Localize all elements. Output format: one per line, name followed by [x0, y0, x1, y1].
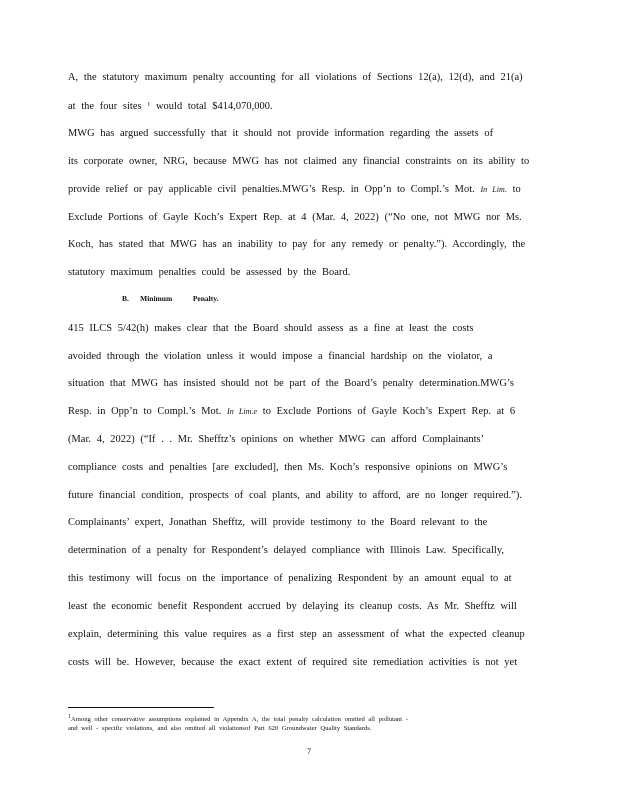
italic-citation: In Lim.: [480, 185, 507, 194]
page-number: 7: [307, 747, 311, 756]
footnote-number: 1: [68, 714, 71, 720]
body-line: its corporate owner, NRG, because MWG has not claimed any financial constraints on its ability to: [68, 156, 530, 167]
body-text: provide relief or pay applicable civil penalties.MWG’s Resp. in Opp’n to Compl.’s Mot.: [68, 184, 475, 195]
footnote-line: and well - specific violations, and also omitted all violationsof Part 620 Groundwater Quality Standards.: [68, 725, 372, 732]
body-line: future financial condition, prospects of coal plants, and ability to afford, are no longer required.”).: [68, 490, 523, 501]
body-line: costs will be. However, because the exact extent of required site remediation activities is not yet: [68, 657, 518, 668]
body-line: Koch, has stated that MWG has an inability to pay for any remedy or penalty.”). Accordingly, the: [68, 239, 526, 250]
section-heading: B. Minimum Penalty.: [122, 294, 219, 303]
body-line: A, the statutory maximum penalty accounting for all violations of Sections 12(a), 12(d), and 21(a): [68, 72, 523, 83]
footnote-text: Among other conservative assumptions explained in Appendix A, the total penalty calculation omitted all pollutant -: [71, 716, 408, 723]
body-line: MWG has argued successfully that it should not provide information regarding the assets of: [68, 128, 494, 139]
body-line: avoided through the violation unless it would impose a financial hardship on the violator, a: [68, 351, 493, 362]
body-text: Resp. in Opp’n to Compl.’s Mot.: [68, 406, 222, 417]
body-line: Exclude Portions of Gayle Koch’s Expert Rep. at 4 (Mar. 4, 2022) (“No one, not MWG nor Ms.: [68, 212, 522, 223]
body-line: explain, determining this value requires as a first step an assessment of what the expected cleanup: [68, 629, 525, 640]
body-line: determination of a penalty for Respondent’s delayed compliance with Illinois Law. Specifically,: [68, 545, 505, 556]
body-text: would total $414,070,000.: [156, 101, 273, 112]
body-line: [68, 183, 521, 196]
body-line: this testimony will focus on the importance of penalizing Respondent by an amount equal to at: [68, 573, 512, 584]
body-line: least the economic benefit Respondent accrued by delaying its cleanup costs. As Mr. Shefftz will: [68, 601, 517, 612]
body-line: Complainants’ expert, Jonathan Shefftz, will provide testimony to the Board relevant to the: [68, 517, 488, 528]
footnote-divider: [68, 707, 214, 708]
body-text: to Exclude Portions of Gayle Koch’s Expert Rep. at 6: [262, 406, 516, 417]
body-line: [68, 405, 515, 418]
body-text: to: [512, 184, 521, 195]
body-line: statutory maximum penalties could be assessed by the Board.: [68, 267, 351, 278]
body-line: (Mar. 4, 2022) (“If . . Mr. Shefftz’s opinions on whether MWG can afford Complainants’: [68, 434, 485, 445]
body-line: compliance costs and penalties [are excluded], then Ms. Koch’s responsive opinions on MWG’s: [68, 462, 508, 473]
body-line: [68, 99, 273, 113]
footnote-ref: 1: [147, 102, 151, 108]
body-text: at the four sites: [68, 101, 142, 112]
body-line: 415 ILCS 5/42(h) makes clear that the Board should assess as a fine at least the costs: [68, 323, 474, 334]
body-line: situation that MWG has insisted should not be part of the Board’s penalty determination.MWG’s: [68, 378, 514, 389]
footnote-line: [68, 713, 408, 724]
italic-citation: In Lim.e: [227, 407, 258, 416]
